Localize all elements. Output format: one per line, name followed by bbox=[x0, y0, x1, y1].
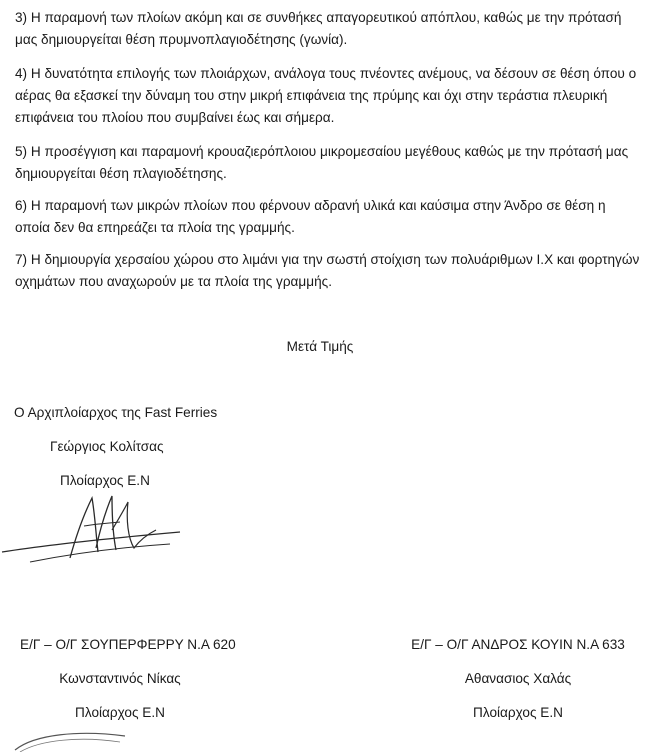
main-signatory-title: Πλοίαρχος Ε.Ν bbox=[60, 473, 150, 488]
paragraph-5: 5) Η προσέγγιση και παραμονή κρουαζιερόπλοιου μικρομεσαίου μεγέθους καθώς με την πρότασή μας δημιουργείται θέση πλαγιοδέτησης. bbox=[15, 144, 629, 181]
closing-salutation: Μετά Τιμής bbox=[286, 339, 354, 354]
left-signatory-name: Κωνσταντινός Νίκας bbox=[59, 671, 181, 686]
paragraph-7: 7) Η δημιουργία χερσαίου χώρου στο λιμάνι για την σωστή στοίχιση των πολυάριθμων Ι.Χ και φορτηγών οχημάτων που αναχωρούν με τα πλοία της γραμμής. bbox=[15, 252, 640, 289]
right-signatory-title: Πλοίαρχος Ε.Ν bbox=[473, 705, 563, 720]
left-signatory-vessel: Ε/Γ – Ο/Γ ΣΟΥΠΕΡΦΕΡΡΥ Ν.Α 620 bbox=[20, 637, 236, 652]
handwritten-signature bbox=[0, 490, 190, 570]
main-signatory-name: Γεώργιος Κολίτσας bbox=[50, 439, 164, 454]
left-signatory-title: Πλοίαρχος Ε.Ν bbox=[75, 705, 165, 720]
right-signatory-vessel: Ε/Γ – Ο/Γ ΑΝΔΡΟΣ ΚΟΥΙΝ Ν.Α 633 bbox=[411, 637, 625, 652]
paragraph-6: 6) Η παραμονή των μικρών πλοίων που φέρνουν αδρανή υλικά και καύσιμα στην Άνδρο σε θέση η οποία δεν θα επηρεάζει τα πλοία της γραμμής. bbox=[15, 198, 606, 235]
right-signatory-name: Αθανασιος Χαλάς bbox=[464, 671, 572, 686]
paragraph-4: 4) Η δυνατότητα επιλογής των πλοιάρχων, ανάλογα τους πνέοντες ανέμους, να δέσουν σε θέση όπου ο αέρας θα εξασκεί την δύναμη του στην μικρή επιφάνεια της πρύμης και όχι στην τεράστια πλευρική επιφάνεια του πλοίου που συμβαίνει έως και σήμερα. bbox=[15, 66, 637, 125]
main-signatory-role: Ο Αρχιπλοίαρχος της Fast Ferries bbox=[14, 405, 218, 420]
paragraph-3: 3) Η παραμονή των πλοίων ακόμη και σε συνθήκες απαγορευτικού απόπλου, καθώς με την πρότασή μας δημιουργείται θέση πρυμνοπλαγιοδέτησης (γωνία). bbox=[15, 10, 622, 47]
stamp-fragment bbox=[10, 722, 130, 752]
